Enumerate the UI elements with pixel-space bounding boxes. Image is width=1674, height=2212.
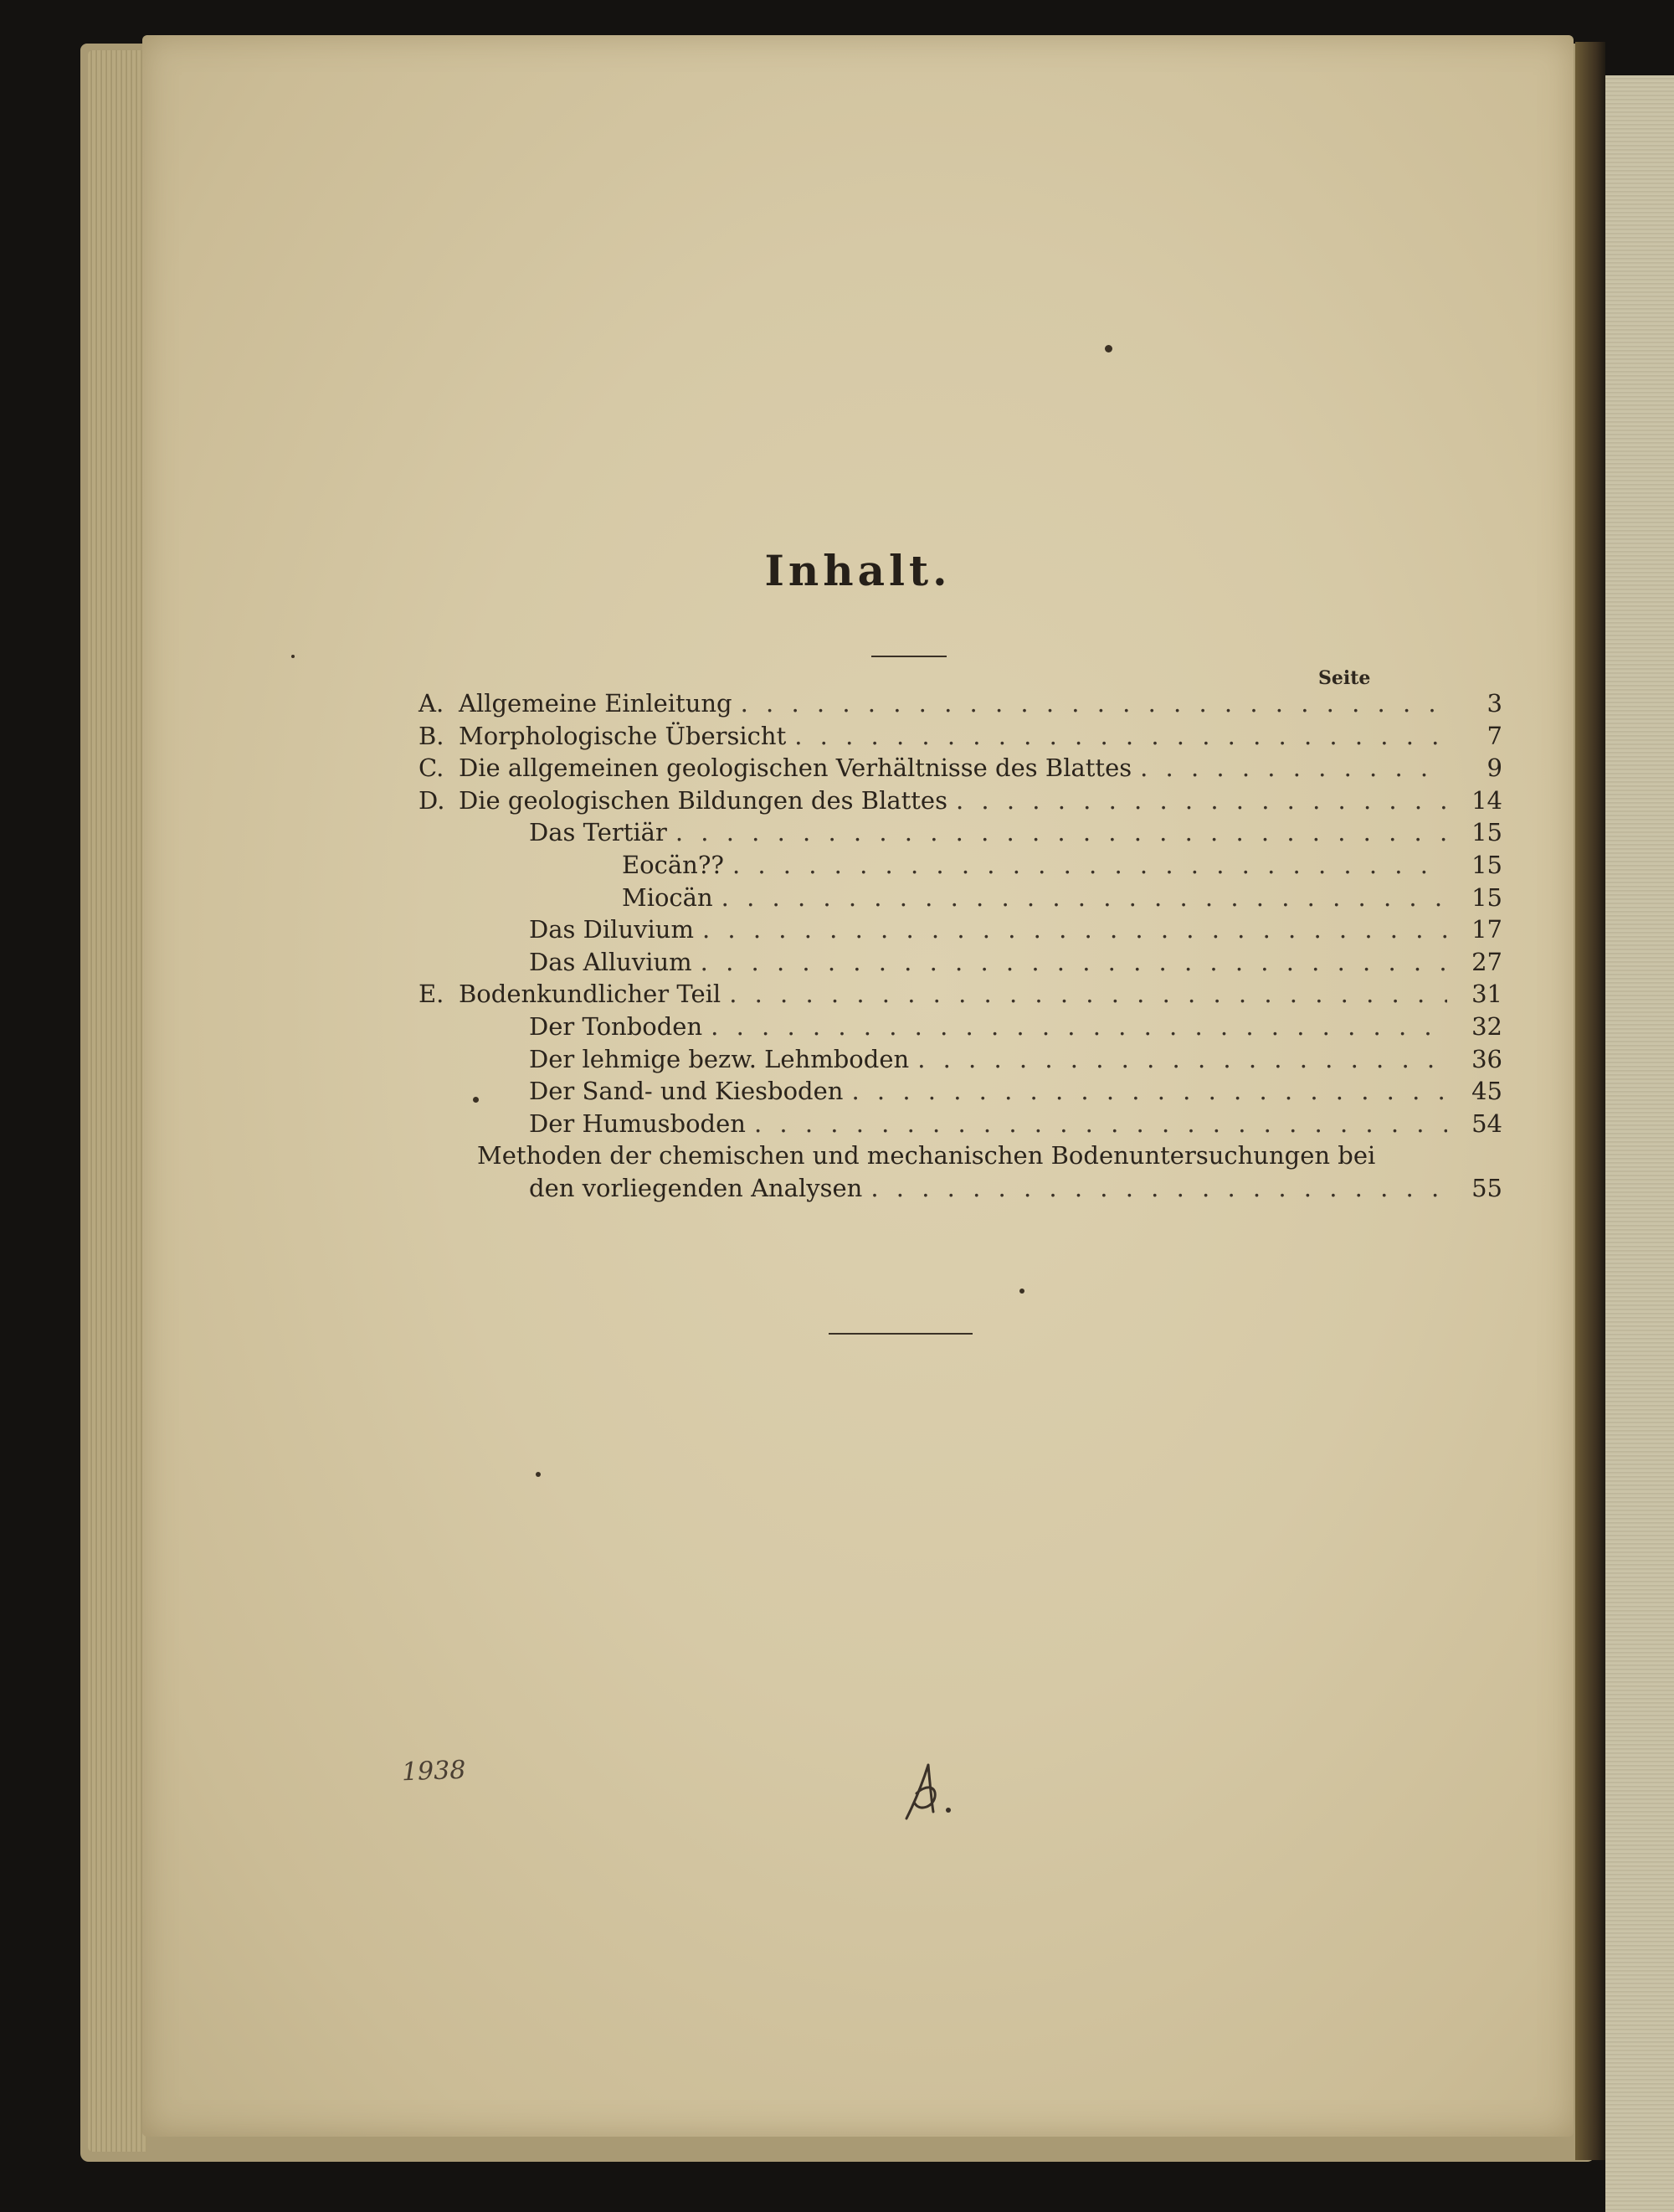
toc-entry-page: 45 — [1471, 1077, 1502, 1106]
toc-entry-label: Bodenkundlicher Teil — [459, 980, 721, 1009]
page-column-header: Seite — [1318, 667, 1371, 689]
toc-entry-mark: D. — [418, 785, 445, 815]
ink-speck — [1019, 1289, 1024, 1294]
toc-entry-d — [418, 784, 1502, 817]
ink-speck — [291, 655, 295, 658]
book-spine — [1575, 42, 1605, 2160]
ink-speck — [536, 1472, 541, 1477]
toc-entry-page: 9 — [1487, 754, 1502, 783]
dot-leader — [754, 1108, 1447, 1139]
toc-entry-label: Miocän — [622, 882, 713, 912]
dot-leader — [956, 784, 1447, 816]
toc-entry-label: Der Sand- und Kiesboden — [529, 1077, 844, 1106]
toc-entry-page: 17 — [1471, 915, 1502, 944]
dot-leader — [1140, 752, 1447, 784]
dot-leader — [729, 978, 1447, 1010]
toc-entry-label: Der lehmige bezw. Lehmboden — [529, 1044, 910, 1073]
toc-entry-page: 31 — [1471, 980, 1502, 1009]
toc-subentry-tonboden — [418, 1011, 1502, 1043]
dot-leader — [711, 1011, 1447, 1042]
toc-entry-mark: C. — [418, 754, 444, 783]
toc-subentry-alluvium — [418, 946, 1502, 979]
page-title: Inhalt. — [764, 546, 952, 595]
toc-entry-page: 55 — [1471, 1173, 1502, 1202]
toc-entry-page: 15 — [1471, 850, 1502, 879]
toc-entry-c — [418, 752, 1502, 784]
toc-entry-continuation — [477, 1172, 1502, 1205]
toc-entry-page: 7 — [1487, 721, 1502, 750]
title-rule — [871, 656, 947, 657]
toc-entry-label: Morphologische Übersicht — [459, 721, 787, 750]
toc-entry-label: Der Tonboden — [529, 1011, 703, 1041]
ink-speck — [1105, 345, 1112, 352]
toc-entry-methoden — [418, 1139, 1502, 1204]
page-edges — [88, 50, 146, 2152]
toc-entry-mark: E. — [418, 980, 444, 1009]
toc-entry-label: Eocän?? — [622, 850, 724, 879]
dot-leader — [721, 882, 1447, 913]
toc-entry-label: Das Tertiär — [529, 818, 667, 847]
toc-subentry-miocaen — [418, 882, 1502, 914]
handwritten-signature — [900, 1760, 958, 1827]
ink-speck — [473, 1097, 479, 1103]
toc-subentry-diluvium — [418, 913, 1502, 946]
binding-cloth — [1605, 75, 1674, 2212]
toc-entry-label: Das Alluvium — [529, 947, 692, 976]
dot-leader — [732, 849, 1447, 881]
handwritten-number: 1938 — [401, 1755, 466, 1788]
dot-leader — [741, 687, 1447, 719]
toc-entry-page: 14 — [1471, 785, 1502, 815]
dot-leader — [917, 1043, 1447, 1075]
toc-entry-label: Die geologischen Bildungen des Blattes — [459, 785, 947, 815]
toc-entry-label: Die allgemeinen geologischen Verhältnisse des Blattes — [459, 754, 1132, 783]
toc-entry-page: 54 — [1471, 1109, 1502, 1138]
toc-entry-label: Methoden der chemischen und mechanischen Bodenuntersuchungen bei — [477, 1141, 1376, 1170]
table-of-contents — [418, 687, 1502, 1205]
toc-entry-page: 36 — [1471, 1044, 1502, 1073]
toc-entry-label: Allgemeine Einleitung — [459, 689, 732, 718]
toc-subentry-sandboden — [418, 1075, 1502, 1108]
dot-leader — [702, 913, 1447, 945]
toc-entry-page: 15 — [1471, 882, 1502, 912]
toc-subentry-lehmboden — [418, 1043, 1502, 1076]
toc-entry-label-continued: den vorliegenden Analysen — [529, 1173, 863, 1202]
toc-entry-page: 3 — [1487, 689, 1502, 718]
toc-entry-page: 15 — [1471, 818, 1502, 847]
toc-entry-a — [418, 687, 1502, 720]
book-page — [142, 35, 1574, 2137]
toc-entry-mark: B. — [418, 721, 444, 750]
dot-leader — [870, 1172, 1447, 1204]
toc-subentry-tertiaer — [418, 816, 1502, 849]
dot-leader — [794, 720, 1447, 752]
toc-entry-b — [418, 720, 1502, 753]
toc-entry-page: 27 — [1471, 947, 1502, 976]
toc-entry-e — [418, 978, 1502, 1011]
toc-entry-page: 32 — [1471, 1011, 1502, 1041]
toc-entry-label: Der Humusboden — [529, 1109, 746, 1138]
toc-entry-mark: A. — [418, 689, 444, 718]
toc-entry-label: Das Diluvium — [529, 915, 694, 944]
dot-leader — [701, 946, 1447, 978]
toc-subentry-humusboden — [418, 1108, 1502, 1140]
dot-leader — [675, 816, 1447, 848]
closing-rule — [829, 1333, 973, 1335]
toc-subentry-eocaen — [418, 849, 1502, 882]
dot-leader — [851, 1075, 1447, 1107]
